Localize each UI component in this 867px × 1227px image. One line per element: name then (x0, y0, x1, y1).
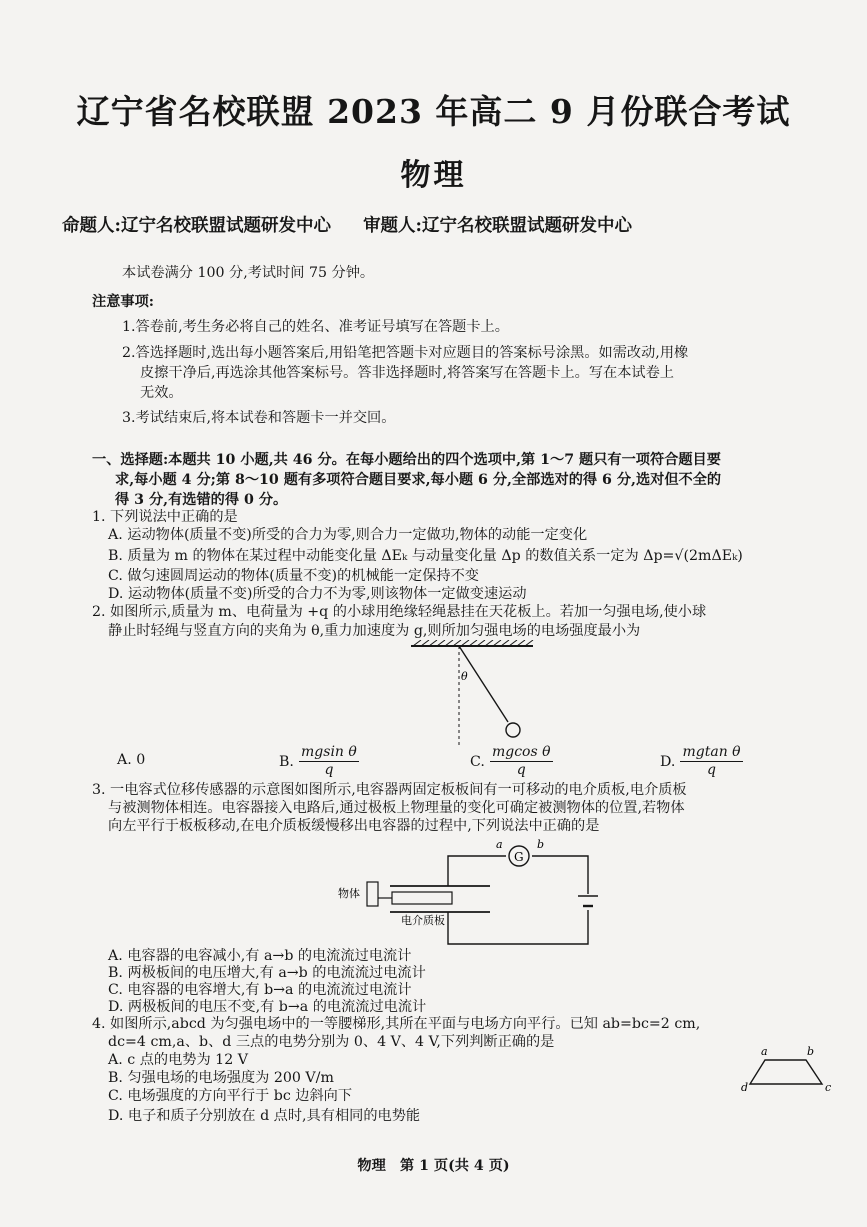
galvanometer-label: G (514, 850, 524, 864)
reviewer: 审题人:辽宁名校联盟试题研发中心 (363, 216, 633, 236)
option-d: D. 运动物体(质量不变)所受的合力不为零,则该物体一定做变速运动 (108, 586, 527, 602)
option-a: A. 电容器的电容减小,有 a→b 的电流流过电流计 (108, 948, 412, 964)
question-stem: 静止时轻绳与竖直方向的夹角为 θ,重力加速度为 g,则所加匀强电场的电场强度最小为 (108, 623, 641, 639)
intro-text: 本试卷满分 100 分,考试时间 75 分钟。 (122, 265, 375, 281)
option-c: C. 做匀速圆周运动的物体(质量不变)的机械能一定保持不变 (108, 568, 479, 584)
notice-item: 皮擦干净后,再选涂其他答案标号。答非选择题时,将答案写在答题卡上。写在本试卷上 (140, 365, 674, 381)
option-d: D. 电子和质子分别放在 d 点时,具有相同的电势能 (108, 1108, 421, 1124)
vertex-d: d (741, 1081, 749, 1094)
section-instructions: 求,每小题 4 分;第 8～10 题有多项符合题目要求,每小题 6 分,全部选对的得 6 分,选对但不全的 (115, 472, 722, 488)
notice-item: 无效。 (140, 385, 183, 401)
theta-label: θ (461, 670, 468, 683)
page-footer: 物理 第 1 页(共 4 页) (357, 1158, 510, 1174)
authors-line (62, 212, 658, 237)
question-stem: 4. 如图所示,abcd 为匀强电场中的一等腰梯形,其所在平面与电场方向平行。已知 ab=bc=2 cm, (92, 1016, 701, 1032)
section-instructions: 一、选择题:本题共 10 小题,共 46 分。在每小题给出的四个选项中,第 1～7 题只有一项符合题目要 (92, 452, 721, 468)
vertex-b: b (807, 1045, 815, 1058)
vertex-a: a (761, 1045, 768, 1058)
point-a-label: a (496, 838, 503, 851)
setter: 命题人:辽宁名校联盟试题研发中心 (62, 216, 331, 236)
pendulum-figure (405, 640, 545, 750)
object-label: 物体 (338, 887, 360, 900)
notice-item: 3.考试结束后,将本试卷和答题卡一并交回。 (122, 410, 396, 426)
question-stem: 2. 如图所示,质量为 m、电荷量为 +q 的小球用绝缘轻绳悬挂在天花板上。若加一匀强电场,使小球 (92, 604, 707, 620)
question-stem: 1. 下列说法中正确的是 (92, 509, 238, 525)
notice-item: 1.答卷前,考生务必将自己的姓名、准考证号填写在答题卡上。 (122, 319, 509, 335)
exam-title: 辽宁省名校联盟 2023 年高二 9 月份联合考试 (76, 92, 791, 131)
option-b: B. 匀强电场的电场强度为 200 V/m (108, 1070, 334, 1086)
option-b: B. 质量为 m 的物体在某过程中动能变化量 ΔEₖ 与动量变化量 Δp 的数值关系一定为 Δp=√(2mΔEₖ) (108, 548, 743, 564)
question-stem: 向左平行于板板移动,在电介质板缓慢移出电容器的过程中,下列说法中正确的是 (108, 818, 600, 834)
question-stem: dc=4 cm,a、b、d 三点的电势分别为 0、4 V、4 V,下列判断正确的是 (108, 1034, 555, 1050)
section-instructions: 得 3 分,有选错的得 0 分。 (115, 492, 288, 508)
option-d: D. $\frac{\text{mgtan θ}}{q}$ (660, 744, 741, 778)
point-b-label: b (537, 838, 545, 851)
vertex-c: c (825, 1081, 832, 1094)
option-b: B. $\frac{\text{mgsin θ}}{q}$ (279, 744, 357, 778)
option-c: C. 电场强度的方向平行于 bc 边斜向下 (108, 1088, 353, 1104)
option-a: A. c 点的电势为 12 V (108, 1052, 248, 1068)
capacitor-circuit-figure (330, 836, 610, 952)
option-a: A. 运动物体(质量不变)所受的合力为零,则合力一定做功,物体的动能一定变化 (108, 527, 588, 543)
option-b: B. 两极板间的电压增大,有 a→b 的电流流过电流计 (108, 965, 426, 981)
option-c: C. $\frac{\text{mgcos θ}}{q}$ (470, 744, 551, 778)
question-stem: 与被测物体相连。电容器接入电路后,通过极板上物理量的变化可确定被测物体的位置,若物体 (108, 800, 685, 816)
option-a: A. 0 (117, 752, 146, 768)
option-c: C. 电容器的电容增大,有 b→a 的电流流过电流计 (108, 982, 412, 998)
notice-item: 2.答选择题时,选出每小题答案后,用铅笔把答题卡对应题目的答案标号涂黑。如需改动,用橡 (122, 345, 689, 361)
notice-heading: 注意事项: (92, 294, 154, 310)
subject-title: 物理 (400, 158, 467, 193)
option-d: D. 两极板间的电压不变,有 b→a 的电流流过电流计 (108, 999, 427, 1015)
trapezoid-figure (740, 1044, 835, 1096)
question-stem: 3. 一电容式位移传感器的示意图如图所示,电容器两固定板板间有一可移动的电介质板,电介质板 (92, 782, 687, 798)
dielectric-label: 电介质板 (401, 914, 445, 927)
